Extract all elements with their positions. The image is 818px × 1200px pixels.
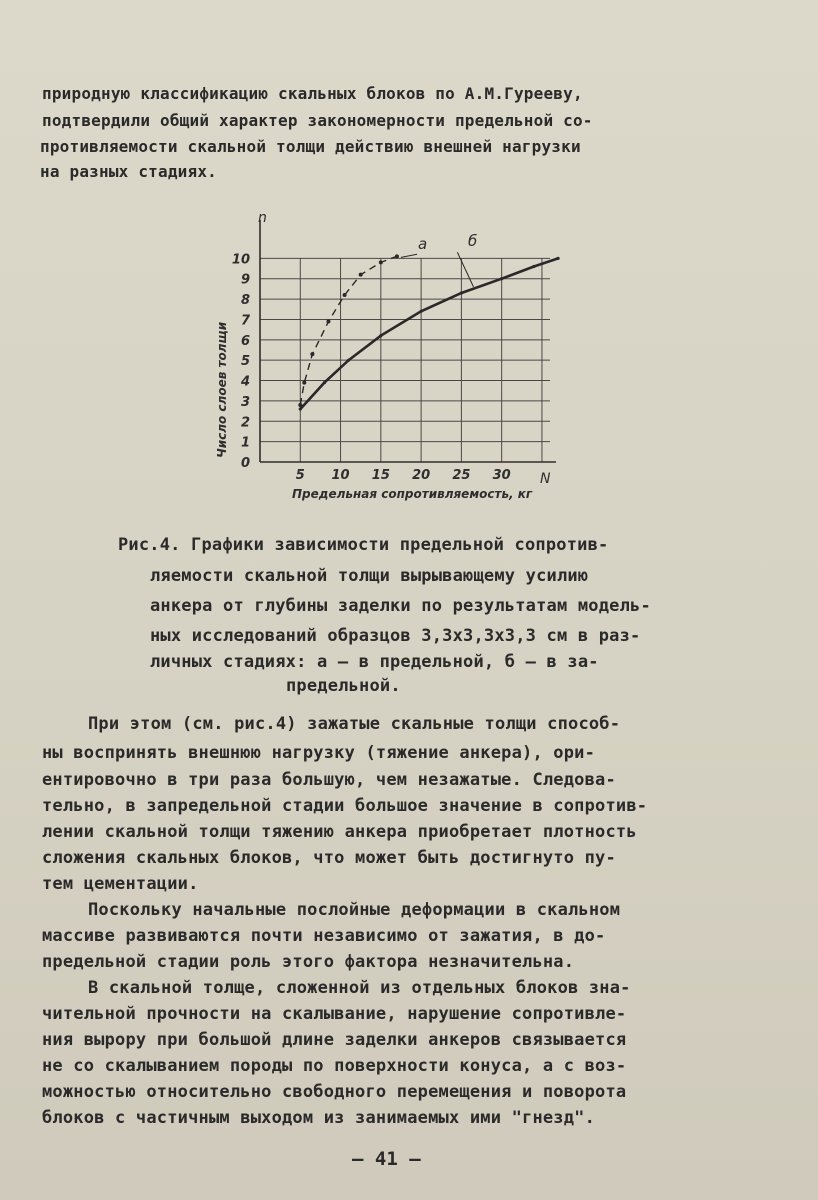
x-tick-label: 5 bbox=[295, 468, 305, 483]
series-b-point bbox=[500, 277, 503, 280]
series-a-label: а bbox=[418, 235, 428, 253]
y-tick-label: 9 bbox=[240, 272, 250, 288]
series-b-point bbox=[347, 359, 350, 362]
caption-line: ляемости скальной толщи вырывающему усилию bbox=[150, 566, 589, 586]
body-line: не со скалыванием породы по поверхности конуса, а с воз- bbox=[42, 1056, 627, 1076]
intro-line: противляемости скальной толщи действию внешней нагрузки bbox=[40, 137, 581, 156]
series-b-point bbox=[323, 381, 326, 384]
body-line: сложения скальных блоков, что может быть достигнуто пу- bbox=[42, 848, 616, 868]
y-tick-label: 10 bbox=[231, 252, 250, 268]
body-line: При этом (см. рис.4) зажатые скальные толщи способ- bbox=[88, 714, 621, 734]
x-axis-label: Предельная сопротивляемость, кг bbox=[292, 487, 533, 501]
series-b-point bbox=[299, 407, 302, 410]
series-a-leader bbox=[401, 254, 417, 257]
body-line: лении скальной толщи тяжению анкера приобретает плотность bbox=[42, 822, 637, 842]
series-a-point bbox=[302, 381, 306, 385]
series-b-label: б bbox=[468, 232, 478, 250]
body-line: тем цементации. bbox=[42, 874, 199, 894]
series-b-line bbox=[300, 258, 558, 409]
body-line: можностью относительно свободного перемещения и поворота bbox=[42, 1082, 627, 1102]
intro-line: природную классификацию скальных блоков по А.М.Гурееву, bbox=[42, 84, 583, 103]
chart-series bbox=[298, 252, 559, 410]
y-tick-label: 6 bbox=[240, 333, 250, 349]
y-axis-letter: n bbox=[258, 210, 267, 226]
chart-tick-labels bbox=[232, 252, 511, 483]
x-axis-letter: N bbox=[540, 471, 551, 487]
series-a-point bbox=[326, 319, 330, 323]
y-tick-label: 5 bbox=[240, 354, 250, 370]
caption-line: ных исследований образцов 3,3х3,3х3,3 см в раз- bbox=[150, 626, 641, 646]
body-line: ния вырору при большой длине заделки анкеров связывается bbox=[42, 1030, 627, 1050]
body-line: чительной прочности на скалывание, нарушение сопротивле- bbox=[42, 1004, 627, 1024]
x-tick-label: 10 bbox=[331, 468, 350, 483]
caption-line: предельной. bbox=[286, 676, 401, 696]
y-tick-label: 7 bbox=[240, 313, 250, 329]
series-b-point bbox=[556, 257, 559, 260]
y-tick-label: 0 bbox=[240, 456, 250, 471]
body-line: предельной стадии роль этого фактора незначительна. bbox=[42, 952, 575, 972]
series-b-leader bbox=[457, 252, 473, 287]
chart-grid bbox=[260, 258, 550, 462]
y-tick-label: 4 bbox=[240, 374, 250, 390]
body-line: ентировочно в три раза большую, чем незажатые. Следова- bbox=[42, 770, 616, 790]
body-line: Поскольку начальные послойные деформации в скальном bbox=[88, 900, 621, 920]
series-b-point bbox=[460, 291, 463, 294]
y-axis-label: Число слоев толщи bbox=[215, 321, 229, 458]
caption-line: личных стадиях: а – в предельной, б – в за- bbox=[150, 652, 599, 672]
series-a-point bbox=[359, 273, 363, 277]
series-b-point bbox=[532, 265, 535, 268]
intro-line: подтвердили общий характер закономерности предельной со- bbox=[42, 111, 593, 130]
series-b-point bbox=[420, 310, 423, 313]
body-line: В скальной толще, сложенной из отдельных блоков зна- bbox=[88, 978, 631, 998]
figure-4-chart bbox=[200, 200, 600, 510]
caption-line: Рис.4. Графики зависимости предельной сопротив- bbox=[118, 535, 609, 555]
body-line: тельно, в запредельной стадии большое значение в сопротив- bbox=[42, 796, 648, 816]
y-tick-label: 2 bbox=[240, 415, 250, 431]
series-a-point bbox=[310, 352, 314, 356]
y-tick-label: 1 bbox=[240, 435, 250, 451]
series-a-point bbox=[379, 260, 383, 264]
x-tick-label: 15 bbox=[371, 468, 390, 483]
x-tick-label: 20 bbox=[412, 468, 431, 483]
series-a-point bbox=[343, 293, 347, 297]
series-a-point bbox=[395, 254, 399, 258]
y-tick-label: 3 bbox=[240, 394, 250, 410]
body-line: блоков с частичным выходом из занимаемых ими "гнезд". bbox=[42, 1108, 596, 1128]
page-number: – 41 – bbox=[352, 1148, 421, 1170]
x-tick-label: 30 bbox=[492, 468, 511, 483]
body-line: массиве развиваются почти независимо от зажатия, в до- bbox=[42, 926, 606, 946]
y-tick-label: 8 bbox=[240, 293, 250, 309]
intro-line: на разных стадиях. bbox=[40, 162, 217, 181]
body-line: ны воспринять внешнюю нагрузку (тяжение анкера), ори- bbox=[42, 743, 596, 763]
series-b-point bbox=[379, 334, 382, 337]
caption-line: анкера от глубины заделки по результатам модель- bbox=[150, 596, 651, 616]
x-tick-label: 25 bbox=[452, 468, 471, 483]
